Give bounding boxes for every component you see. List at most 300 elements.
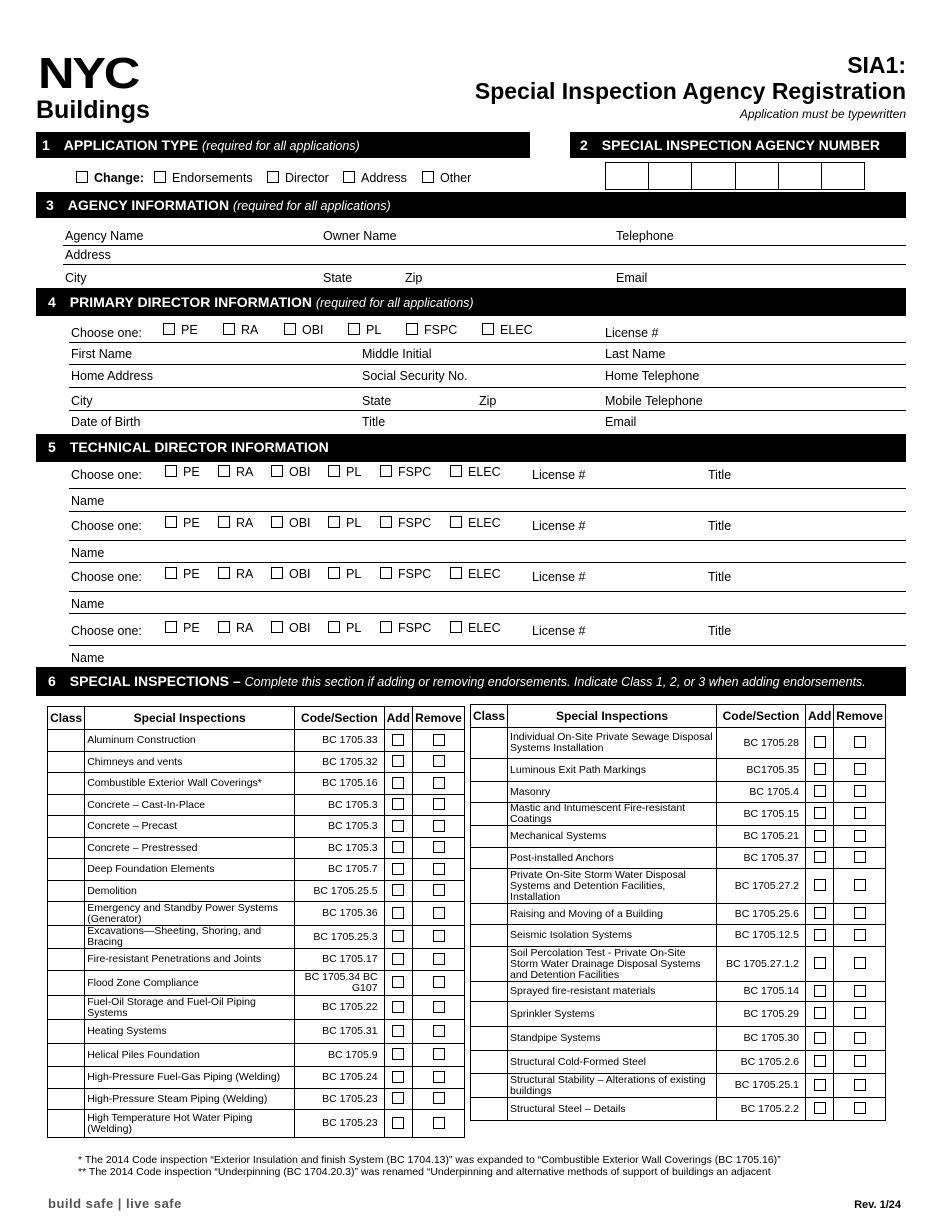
checkbox-icon — [343, 171, 355, 183]
remove-checkbox[interactable] — [834, 1098, 886, 1121]
td-pl-checkbox[interactable] — [328, 516, 361, 530]
code-section: BC 1705.32 — [295, 752, 384, 773]
table-row — [471, 826, 886, 848]
checkbox-icon — [267, 171, 279, 183]
td-title-label: Title — [708, 624, 732, 638]
remove-checkbox[interactable] — [413, 795, 465, 816]
checkbox-icon — [328, 567, 340, 579]
add-checkbox[interactable] — [805, 1074, 833, 1098]
footnote: * The 2014 Code inspection “Exterior Insulation and finish System (BC 1704.13)” was expanded to “Combustible Exterior Wall Coverings (BC 1705.16)” — [78, 1154, 781, 1166]
td-fspc-checkbox[interactable] — [380, 567, 431, 581]
add-checkbox[interactable] — [384, 926, 412, 949]
add-checkbox[interactable] — [805, 728, 833, 759]
checkbox-icon — [406, 323, 418, 335]
inspection-name: High-Pressure Fuel-Gas Piping (Welding) — [85, 1067, 295, 1089]
code-section: BC 1705.25.1 — [716, 1074, 805, 1098]
add-checkbox[interactable] — [384, 949, 412, 971]
inspection-name: Fire-resistant Penetrations and Joints — [85, 949, 295, 971]
section-number: 5 — [48, 439, 56, 455]
class-cell[interactable] — [48, 752, 85, 773]
checkbox-icon — [814, 907, 826, 919]
digit-cell[interactable] — [649, 163, 692, 189]
remove-checkbox[interactable] — [413, 996, 465, 1020]
class-cell[interactable] — [471, 728, 508, 759]
digit-cell[interactable] — [822, 163, 864, 189]
add-checkbox[interactable] — [384, 773, 412, 795]
checkbox-icon — [422, 171, 434, 183]
section-title: AGENCY INFORMATION — [67, 197, 230, 213]
remove-checkbox[interactable] — [413, 859, 465, 881]
table-row — [471, 1002, 886, 1027]
option-label: RA — [236, 465, 254, 479]
table-row — [48, 730, 465, 752]
obi-checkbox[interactable] — [284, 323, 324, 337]
table-row — [48, 1089, 465, 1110]
checkbox-icon — [814, 1102, 826, 1114]
code-section: BC 1705.23 — [295, 1089, 384, 1110]
class-cell[interactable] — [471, 982, 508, 1002]
add-checkbox[interactable] — [805, 1002, 833, 1027]
checkbox-icon — [814, 830, 826, 842]
td-choose-one-label: Choose one: — [71, 624, 142, 638]
table-row — [48, 859, 465, 881]
remove-checkbox[interactable] — [834, 848, 886, 869]
remove-checkbox[interactable] — [834, 803, 886, 826]
table-row — [471, 803, 886, 826]
title-label: Title — [362, 415, 386, 429]
state-label: State — [323, 271, 353, 285]
td-ra-checkbox[interactable] — [218, 465, 253, 479]
class-cell[interactable] — [471, 803, 508, 826]
remove-checkbox[interactable] — [413, 730, 465, 752]
td-fspc-checkbox[interactable] — [380, 465, 431, 479]
add-checkbox[interactable] — [384, 971, 412, 996]
class-cell[interactable] — [48, 1044, 85, 1067]
code-section: BC 1705.2.2 — [716, 1098, 805, 1121]
add-checkbox[interactable] — [805, 759, 833, 782]
remove-checkbox[interactable] — [834, 782, 886, 803]
td-obi-checkbox[interactable] — [271, 465, 311, 479]
checkbox-icon — [433, 863, 445, 875]
td-obi-checkbox[interactable] — [271, 567, 311, 581]
director-checkbox[interactable] — [267, 171, 329, 185]
table-row — [48, 773, 465, 795]
code-section: BC 1705.3 — [295, 816, 384, 838]
section-title: TECHNICAL DIRECTOR INFORMATION — [69, 439, 329, 455]
remove-checkbox[interactable] — [834, 1051, 886, 1074]
remove-checkbox[interactable] — [834, 1002, 886, 1027]
divider — [69, 562, 906, 563]
class-cell[interactable] — [48, 816, 85, 838]
change-checkbox[interactable] — [76, 171, 144, 185]
option-label: PE — [183, 567, 200, 581]
inspection-name: Concrete – Cast-In-Place — [85, 795, 295, 816]
add-checkbox[interactable] — [805, 869, 833, 904]
add-checkbox[interactable] — [805, 848, 833, 869]
option-label: ELEC — [468, 621, 501, 635]
checkbox-icon — [814, 736, 826, 748]
remove-checkbox[interactable] — [413, 816, 465, 838]
revision: Rev. 1/24 — [854, 1199, 901, 1211]
td-pe-checkbox[interactable] — [165, 465, 200, 479]
add-checkbox[interactable] — [805, 803, 833, 826]
add-checkbox[interactable] — [384, 730, 412, 752]
class-cell[interactable] — [471, 782, 508, 803]
add-checkbox[interactable] — [805, 1098, 833, 1121]
td-license-label: License # — [532, 468, 586, 482]
td-elec-checkbox[interactable] — [450, 465, 501, 479]
checkbox-icon — [271, 621, 283, 633]
class-cell[interactable] — [471, 1098, 508, 1121]
pl-checkbox[interactable] — [348, 323, 381, 337]
zip-label: Zip — [405, 271, 423, 285]
elec-checkbox[interactable] — [482, 323, 533, 337]
remove-checkbox[interactable] — [834, 982, 886, 1002]
checkbox-icon — [218, 567, 230, 579]
class-cell[interactable] — [48, 1067, 85, 1089]
inspection-name: Structural Steel – Details — [508, 1098, 717, 1121]
td-fspc-checkbox[interactable] — [380, 516, 431, 530]
add-checkbox[interactable] — [805, 982, 833, 1002]
license-label: License # — [605, 326, 659, 340]
remove-checkbox[interactable] — [413, 949, 465, 971]
remove-checkbox[interactable] — [834, 1074, 886, 1098]
table-row — [471, 869, 886, 904]
td-ra-checkbox[interactable] — [218, 516, 253, 530]
class-cell[interactable] — [471, 904, 508, 925]
fspc-checkbox[interactable] — [406, 323, 457, 337]
option-label: PE — [183, 516, 200, 530]
checkbox-icon — [433, 734, 445, 746]
add-checkbox[interactable] — [805, 947, 833, 982]
checkbox-icon — [392, 1117, 404, 1129]
code-section: BC1705.35 — [716, 759, 805, 782]
add-checkbox[interactable] — [805, 782, 833, 803]
inspection-name: Post-installed Anchors — [508, 848, 717, 869]
checkbox-icon — [854, 1032, 866, 1044]
section-1-header — [36, 132, 530, 158]
remove-checkbox[interactable] — [413, 902, 465, 926]
checkbox-icon — [854, 1007, 866, 1019]
remove-checkbox[interactable] — [413, 881, 465, 902]
checkbox-icon — [392, 820, 404, 832]
table-row — [471, 1098, 886, 1121]
table-row — [471, 925, 886, 947]
pe-checkbox[interactable] — [163, 323, 198, 337]
code-section: BC 1705.12.5 — [716, 925, 805, 947]
table-row — [471, 759, 886, 782]
add-checkbox[interactable] — [384, 838, 412, 859]
option-label: FSPC — [398, 621, 432, 635]
td-pl-checkbox[interactable] — [328, 567, 361, 581]
remove-checkbox[interactable] — [413, 971, 465, 996]
add-checkbox[interactable] — [384, 816, 412, 838]
add-checkbox[interactable] — [384, 1067, 412, 1089]
add-checkbox[interactable] — [384, 859, 412, 881]
class-cell[interactable] — [48, 926, 85, 949]
class-cell[interactable] — [471, 869, 508, 904]
table-row — [48, 1110, 465, 1138]
checkbox-icon — [814, 807, 826, 819]
last-name-label: Last Name — [605, 347, 666, 361]
add-checkbox[interactable] — [805, 925, 833, 947]
checkbox-icon — [392, 1071, 404, 1083]
divider — [69, 540, 906, 541]
add-checkbox[interactable] — [384, 1110, 412, 1138]
checkbox-icon — [433, 820, 445, 832]
telephone-label: Telephone — [616, 229, 674, 243]
remove-checkbox[interactable] — [413, 1067, 465, 1089]
remove-checkbox[interactable] — [834, 728, 886, 759]
add-checkbox[interactable] — [805, 1027, 833, 1051]
code-section: BC 1705.2.6 — [716, 1051, 805, 1074]
remove-checkbox[interactable] — [413, 1110, 465, 1138]
divider — [63, 264, 906, 265]
checkbox-icon — [348, 323, 360, 335]
table-row — [48, 881, 465, 902]
remove-checkbox[interactable] — [834, 904, 886, 925]
class-cell[interactable] — [48, 949, 85, 971]
remove-checkbox[interactable] — [834, 947, 886, 982]
td-elec-checkbox[interactable] — [450, 516, 501, 530]
add-checkbox[interactable] — [805, 904, 833, 925]
option-label: ELEC — [468, 567, 501, 581]
typewritten-note: Application must be typewritten — [739, 107, 906, 121]
digit-cell[interactable] — [606, 163, 649, 189]
class-cell[interactable] — [471, 947, 508, 982]
code-section-header: Code/Section — [716, 705, 805, 728]
td-pl-checkbox[interactable] — [328, 465, 361, 479]
td-obi-checkbox[interactable] — [271, 516, 311, 530]
td-pl-checkbox[interactable] — [328, 621, 361, 635]
section-note: (required for all applications) — [232, 199, 391, 213]
option-label: OBI — [289, 465, 311, 479]
section-title: SPECIAL INSPECTION AGENCY NUMBER — [601, 137, 881, 153]
add-checkbox[interactable] — [384, 902, 412, 926]
checkbox-icon — [433, 1048, 445, 1060]
remove-checkbox[interactable] — [834, 826, 886, 848]
code-section: BC 1705.4 — [716, 782, 805, 803]
inspection-name: Structural Stability – Alterations of existing buildings — [508, 1074, 717, 1098]
code-section-header: Code/Section — [295, 707, 384, 730]
checkbox-icon — [392, 1092, 404, 1104]
checkbox-icon — [814, 1055, 826, 1067]
checkbox-icon — [392, 734, 404, 746]
checkbox-icon — [433, 777, 445, 789]
table-row — [471, 848, 886, 869]
code-section: BC 1705.33 — [295, 730, 384, 752]
checkbox-icon — [433, 798, 445, 810]
checkbox-icon — [223, 323, 235, 335]
remove-checkbox[interactable] — [413, 1044, 465, 1067]
checkbox-icon — [854, 1079, 866, 1091]
checkbox-icon — [218, 465, 230, 477]
option-label: FSPC — [398, 567, 432, 581]
digit-cell[interactable] — [692, 163, 735, 189]
inspection-name: Luminous Exit Path Markings — [508, 759, 717, 782]
section-title: APPLICATION TYPE — [63, 137, 199, 153]
inspection-name: Heating Systems — [85, 1020, 295, 1044]
checkbox-icon — [854, 763, 866, 775]
td-elec-checkbox[interactable] — [450, 567, 501, 581]
add-checkbox[interactable] — [384, 752, 412, 773]
checkbox-icon — [284, 323, 296, 335]
checkbox-icon — [392, 976, 404, 988]
checkbox-icon — [814, 985, 826, 997]
checkbox-icon — [328, 621, 340, 633]
class-cell[interactable] — [48, 881, 85, 902]
first-name-label: First Name — [71, 347, 133, 361]
digit-cell[interactable] — [779, 163, 822, 189]
add-checkbox[interactable] — [384, 1044, 412, 1067]
td-obi-checkbox[interactable] — [271, 621, 311, 635]
remove-checkbox[interactable] — [413, 1089, 465, 1110]
agency-number-input[interactable] — [605, 162, 865, 190]
special-inspections-table-right — [470, 704, 886, 1121]
class-cell[interactable] — [48, 1020, 85, 1044]
endorsements-checkbox[interactable] — [154, 171, 253, 185]
inspection-name: Fuel-Oil Storage and Fuel-Oil Piping Systems — [85, 996, 295, 1020]
checkbox-icon — [165, 516, 177, 528]
checkbox-icon — [814, 785, 826, 797]
td-pe-checkbox[interactable] — [165, 516, 200, 530]
td-name-label: Name — [71, 494, 105, 508]
add-checkbox[interactable] — [384, 1089, 412, 1110]
class-cell[interactable] — [48, 971, 85, 996]
class-cell[interactable] — [471, 848, 508, 869]
option-label: PE — [183, 621, 200, 635]
checkbox-icon — [392, 755, 404, 767]
option-label: FSPC — [424, 323, 458, 337]
checkbox-icon — [380, 465, 392, 477]
class-cell[interactable] — [471, 1074, 508, 1098]
class-cell[interactable] — [471, 1051, 508, 1074]
ra-checkbox[interactable] — [223, 323, 258, 337]
class-cell[interactable] — [471, 759, 508, 782]
digit-cell[interactable] — [736, 163, 779, 189]
remove-checkbox[interactable] — [834, 1027, 886, 1051]
add-checkbox[interactable] — [384, 795, 412, 816]
checkbox-icon — [328, 516, 340, 528]
section-note: Complete this section if adding or removing endorsements. Indicate Class 1, 2, or 3 when adding endorsements. — [244, 675, 866, 689]
inspection-name: Individual On-Site Private Sewage Disposal Systems Installation — [508, 728, 717, 759]
class-cell[interactable] — [48, 730, 85, 752]
state-label: State — [362, 394, 392, 408]
checkbox-icon — [854, 1055, 866, 1067]
checkbox-icon — [165, 465, 177, 477]
class-cell[interactable] — [48, 1110, 85, 1138]
remove-checkbox[interactable] — [834, 869, 886, 904]
city-label: City — [65, 271, 87, 285]
add-checkbox[interactable] — [805, 826, 833, 848]
td-elec-checkbox[interactable] — [450, 621, 501, 635]
td-pe-checkbox[interactable] — [165, 567, 200, 581]
add-checkbox[interactable] — [384, 1020, 412, 1044]
checkbox-icon — [854, 1102, 866, 1114]
address-checkbox[interactable] — [343, 171, 407, 185]
code-section: BC 1705.24 — [295, 1067, 384, 1089]
checkbox-icon — [271, 465, 283, 477]
add-checkbox[interactable] — [384, 996, 412, 1020]
option-label: PL — [346, 516, 362, 530]
checkbox-icon — [163, 323, 175, 335]
other-checkbox[interactable] — [422, 171, 471, 185]
class-cell[interactable] — [48, 795, 85, 816]
class-cell[interactable] — [471, 925, 508, 947]
class-cell[interactable] — [48, 1089, 85, 1110]
checkbox-icon — [392, 841, 404, 853]
inspection-name: Standpipe Systems — [508, 1027, 717, 1051]
td-name-label: Name — [71, 597, 105, 611]
table-row — [471, 728, 886, 759]
class-cell[interactable] — [471, 1002, 508, 1027]
class-cell[interactable] — [48, 902, 85, 926]
table-row — [48, 1067, 465, 1089]
class-cell[interactable] — [48, 838, 85, 859]
td-title-label: Title — [708, 570, 732, 584]
checkbox-icon — [433, 976, 445, 988]
section-number: 4 — [48, 294, 56, 310]
remove-checkbox[interactable] — [834, 759, 886, 782]
checkbox-icon — [433, 755, 445, 767]
dob-label: Date of Birth — [71, 415, 141, 429]
code-section: BC 1705.28 — [716, 728, 805, 759]
divider — [69, 645, 906, 646]
checkbox-icon — [271, 516, 283, 528]
home-telephone-label: Home Telephone — [605, 369, 700, 383]
option-label: Address — [361, 171, 407, 185]
form-code: SIA1: — [847, 52, 906, 78]
code-section: BC 1705.3 — [295, 795, 384, 816]
special-inspections-table-left — [47, 706, 465, 1138]
td-ra-checkbox[interactable] — [218, 621, 253, 635]
code-section: BC 1705.36 — [295, 902, 384, 926]
remove-checkbox[interactable] — [413, 773, 465, 795]
code-section: BC 1705.21 — [716, 826, 805, 848]
td-ra-checkbox[interactable] — [218, 567, 253, 581]
remove-checkbox[interactable] — [413, 838, 465, 859]
add-checkbox[interactable] — [805, 1051, 833, 1074]
checkbox-icon — [482, 323, 494, 335]
remove-checkbox[interactable] — [834, 925, 886, 947]
td-fspc-checkbox[interactable] — [380, 621, 431, 635]
remove-checkbox[interactable] — [413, 1020, 465, 1044]
home-address-label: Home Address — [71, 369, 153, 383]
checkbox-icon — [380, 516, 392, 528]
td-pe-checkbox[interactable] — [165, 621, 200, 635]
class-cell[interactable] — [48, 996, 85, 1020]
table-row — [48, 949, 465, 971]
inspection-name: Soil Percolation Test - Private On-Site Storm Water Drainage Disposal Systems and Detention Facilities — [508, 947, 717, 982]
remove-checkbox[interactable] — [413, 926, 465, 949]
checkbox-icon — [392, 1001, 404, 1013]
add-checkbox[interactable] — [384, 881, 412, 902]
checkbox-icon — [854, 929, 866, 941]
class-cell[interactable] — [471, 1027, 508, 1051]
checkbox-icon — [433, 1025, 445, 1037]
inspection-name: Aluminum Construction — [85, 730, 295, 752]
checkbox-icon — [450, 465, 462, 477]
option-label: RA — [236, 621, 254, 635]
class-cell[interactable] — [48, 773, 85, 795]
remove-checkbox[interactable] — [413, 752, 465, 773]
class-cell[interactable] — [471, 826, 508, 848]
section-2-header — [570, 132, 906, 158]
code-section: BC 1705.14 — [716, 982, 805, 1002]
table-row — [48, 996, 465, 1020]
class-cell[interactable] — [48, 859, 85, 881]
option-label: OBI — [289, 621, 311, 635]
